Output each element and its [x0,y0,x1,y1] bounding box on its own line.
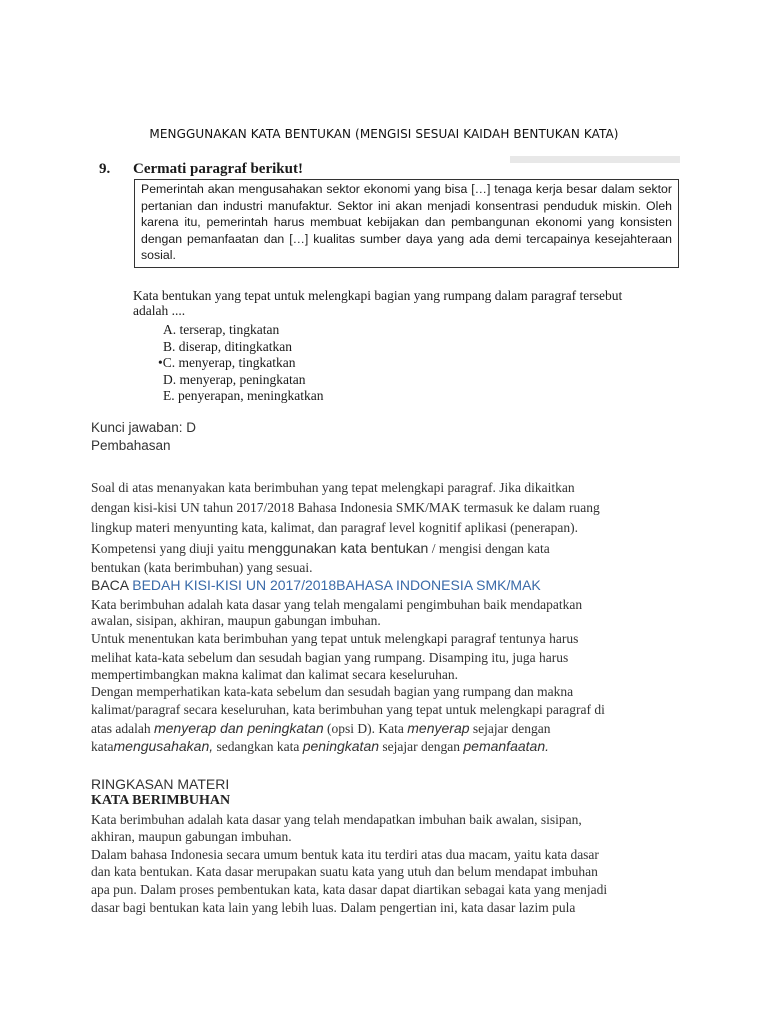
body-line: Kata berimbuhan adalah kata dasar yang telah mengalami pengimbuhan baik mendapatkan [91,597,583,612]
body-text: atas adalah [91,721,154,736]
body-text: (opsi D). Kata [323,721,408,736]
option-e: E. penyerapan, meningkatkan [163,388,324,403]
read-also-line [91,577,541,593]
body-line: mempertimbangkan makna kalimat dan kalimat secara keseluruhan. [91,667,458,682]
body-line: lingkup materi menyunting kata, kalimat, dan paragraf level kognitif aplikasi (penerapan). [91,520,578,535]
discussion-label: Pembahasan [91,438,171,453]
body-text: sejajar dengan [469,721,551,736]
summary-line: akhiran, maupun gabungan imbuhan. [91,829,292,844]
body-text: kata [91,739,114,754]
summary-line: Kata berimbuhan adalah kata dasar yang telah mendapatkan imbuhan baik awalan, sisipan, [91,812,582,827]
italic-term: menyerap dan peningkatan [153,720,324,736]
body-text: sejajar dengan [379,739,464,754]
answer-key: Kunci jawaban: D [91,420,197,435]
faded-header-mark [510,156,680,163]
body-line: Untuk menentukan kata berimbuhan yang tepat untuk melengkapi paragraf tentunya harus [91,631,579,646]
body-line [91,738,549,755]
body-line: Dengan memperhatikan kata-kata sebelum dan sesudah bagian yang rumpang dan makna [91,684,574,699]
summary-line: dan kata bentukan. Kata dasar merupakan suatu kata yang utuh dan belum mendapat imbuhan [91,864,598,879]
italic-term: mengusahakan, [113,738,214,754]
body-text: Kompetensi yang diuji yaitu [91,541,248,556]
question-stem-line: Kata bentukan yang tepat untuk melengkapi bagian yang rumpang dalam paragraf tersebut [133,288,623,303]
read-also-link[interactable]: BEDAH KISI-KISI UN 2017/2018BAHASA INDONESIA SMK/MAK [132,577,541,593]
option-c: •C. menyerap, tingkatkan [158,355,296,370]
highlight-term: menggunakan kata bentukan [247,540,429,556]
summary-line: dasar bagi bentukan kata lain yang lebih luas. Dalam pengertian ini, kata dasar lazim pula [91,900,576,915]
option-d: D. menyerap, peningkatan [163,371,306,387]
body-text: / mengisi dengan kata [428,541,550,556]
option-a: A. terserap, tingkatan [163,322,280,337]
body-line [91,720,551,737]
body-line: Soal di atas menanyakan kata berimbuhan yang tepat melengkapi paragraf. Jika dikaitkan [91,480,575,495]
answer-options [158,322,324,405]
body-line [91,540,550,557]
page-title: MENGGUNAKAN KATA BENTUKAN (MENGISI SESUAI KAIDAH BENTUKAN KATA) [149,127,619,141]
passage-box [134,179,679,268]
passage-text: Pemerintah akan mengusahakan sektor ekonomi yang bisa […] tenaga kerja besar dalam sektor pertanian dan industri manufaktur. Sektor ini akan menjadi konsentrasi penduduk miskin. Oleh karena itu, pemerintah harus membuat kebijakan dan pembangunan ekonomi yang konsisten dengan pemanfaatan dan […] kualitas sumber daya yang ada demi tercapainya kesejahteraan sosial. [141,182,672,262]
read-also-prefix: BACA [91,577,133,593]
option-b: B. diserap, ditingkatkan [163,338,292,354]
italic-term: peningkatan [302,738,380,754]
body-line: bentukan (kata berimbuhan) yang sesuai. [91,560,313,575]
question-stem-line: adalah .... [133,303,186,318]
italic-term: menyerap [407,720,470,736]
body-line: dengan kisi-kisi UN tahun 2017/2018 Bahasa Indonesia SMK/MAK termasuk ke dalam ruang [91,500,600,515]
body-line: awalan, sisipan, akhiran, maupun gabungan imbuhan. [91,613,381,628]
body-line: kalimat/paragraf secara keseluruhan, kata berimbuhan yang tepat untuk melengkapi paragraf di [91,702,605,717]
body-line: melihat kata-kata sebelum dan sesudah bagian yang rumpang. Disamping itu, juga harus [91,650,569,665]
summary-line: apa pun. Dalam proses pembentukan kata, kata dasar dapat diartikan sebagai kata yang menjadi [91,882,608,897]
question-stem [133,288,681,318]
question-heading: Cermati paragraf berikut! [133,161,303,177]
question-number: 9. [99,161,111,177]
summary-heading: RINGKASAN MATERI [91,776,230,792]
italic-term: pemanfaatan. [463,738,549,754]
scanned-question [90,150,690,412]
body-text: sedangkan kata [213,739,303,754]
summary-subheading: KATA BERIMBUHAN [91,793,231,808]
summary-line: Dalam bahasa Indonesia secara umum bentuk kata itu terdiri atas dua macam, yaitu kata dasar [91,847,599,862]
